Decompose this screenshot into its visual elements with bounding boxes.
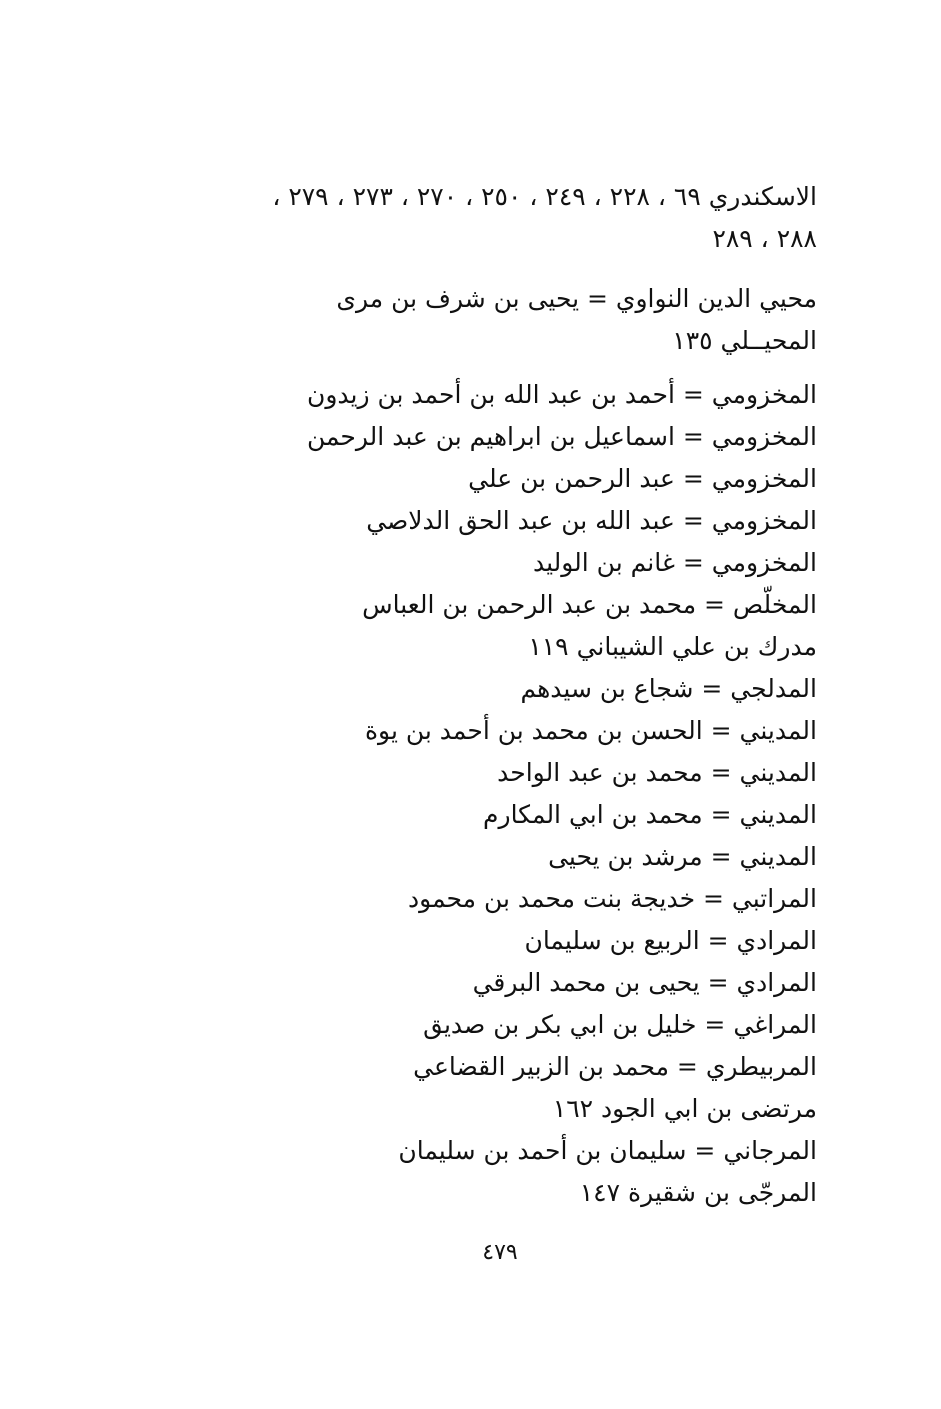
index-line: المرجاني = سليمان بن أحمد بن سليمان [398, 1136, 817, 1165]
index-line: المراتبي = خديجة بنت محمد بن محمود [408, 884, 817, 913]
index-line: المخلّص = محمد بن عبد الرحمن بن العباس [362, 590, 817, 619]
index-line: المديني = محمد بن ابي المكارم [483, 800, 817, 829]
index-line: المحيــلي ١٣٥ [672, 326, 817, 355]
index-line: المدلجي = شجاع بن سيدهم [520, 674, 817, 703]
index-line: المرجّى بن شقيرة ١٤٧ [579, 1178, 817, 1207]
index-line: المديني = الحسن بن محمد بن أحمد بن يوة [364, 716, 817, 745]
index-line: المخزومي = اسماعيل بن ابراهيم بن عبد الرحمن [306, 422, 817, 451]
index-line: مدرك بن علي الشيباني ١١٩ [528, 632, 817, 661]
index-line: مرتضى بن ابي الجود ١٦٢ [552, 1094, 817, 1123]
index-line: المخزومي = عبد الله بن عبد الحق الدلاصي [366, 506, 817, 535]
index-line: المخزومي = عبد الرحمن بن علي [468, 464, 817, 493]
index-line: ٢٨٨ ، ٢٨٩ [712, 224, 817, 253]
index-line: المربيطري = محمد بن الزبير القضاعي [413, 1052, 817, 1081]
index-line: المرادي = الربيع بن سليمان [524, 926, 817, 955]
index-line: محيي الدين النواوي = يحيى بن شرف بن مرى [336, 284, 817, 313]
index-line: المخزومي = غانم بن الوليد [532, 548, 817, 577]
index-line: المرادي = يحيى بن محمد البرقي [472, 968, 817, 997]
index-line: المخزومي = أحمد بن عبد الله بن أحمد بن زيدون [306, 380, 817, 409]
index-line: الاسكندري ٦٩ ، ٢٢٨ ، ٢٤٩ ، ٢٥٠ ، ٢٧٠ ، ٢٧٣ ، ٢٧٩ ، [272, 182, 817, 211]
index-entries-group-b [307, 374, 817, 1214]
index-line: المراغي = خليل بن ابي بكر بن صديق [423, 1010, 817, 1039]
index-entries-group-a [336, 278, 817, 362]
page-number: ٤٧٩ [482, 1240, 518, 1265]
index-line: المديني = مرشد بن يحيى [548, 842, 817, 871]
index-line: المديني = محمد بن عبد الواحد [497, 758, 817, 787]
index-entry-continuation [137, 176, 817, 260]
